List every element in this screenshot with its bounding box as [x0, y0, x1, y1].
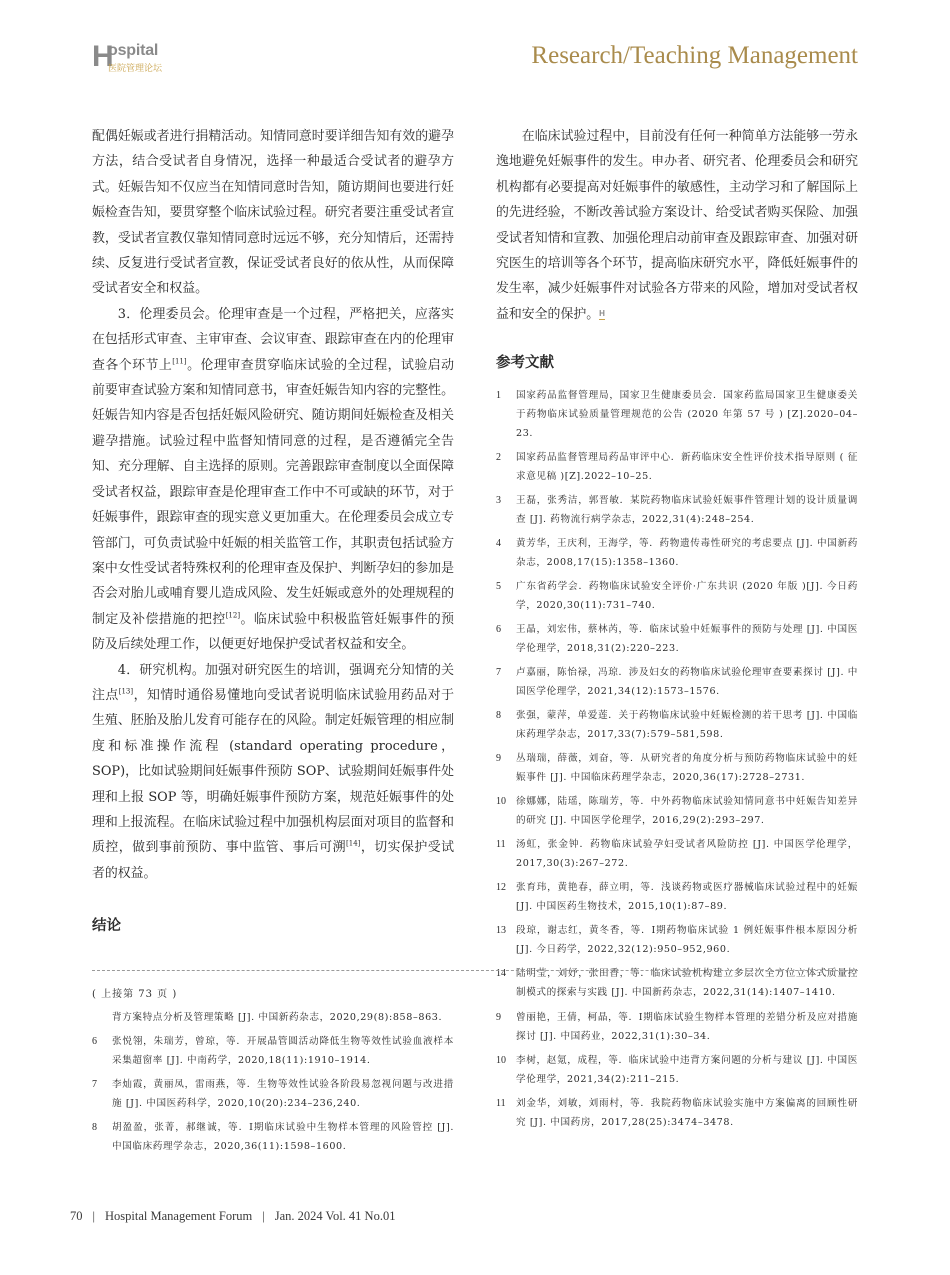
reference-number: 4	[496, 538, 501, 550]
reference-item	[496, 534, 858, 572]
reference-item	[496, 620, 858, 658]
reference-item	[496, 663, 858, 701]
reference-number: 6	[92, 1036, 97, 1047]
reference-number: 7	[92, 1079, 97, 1090]
reference-number: 6	[496, 624, 501, 636]
reference-item	[496, 1008, 858, 1046]
footer-separator: |	[92, 1209, 96, 1223]
body-paragraph: 配偶妊娠或者进行捐精活动。知情同意时要详细告知有效的避孕方法，结合受试者自身情况，选择一种最适合受试者的避孕方式。妊娠告知不仅应当在知情同意时告知，随访期间也要进行妊娠检查告知，要贯穿整个临床试验过程。研究者要注重受试者宣教，受试者宣教仅靠知情同意时远远不够，充分知情后，还需持续、反复进行受试者宣教，保证受试者良好的依从性，从而保障受试者安全和权益。	[92, 129, 454, 297]
body-paragraph: 3．伦理委员会。伦理审查是一个过程，严格把关，应落实在包括形式审查、主审审查、会议审查、跟踪审查在内的伦理审查各个环节上[11]。伦理审查贯穿临床试验的全过程，试验启动前要审查试验方案和知情同意书，审查妊娠告知内容的完整性。妊娠告知内容是否包括妊娠风险研究、随访期间妊娠检查及相关避孕措施。试验过程中监督知情同意的过程，是否遵循完全告知、充分理解、自主选择的原则。完善跟踪审查制度以全面保障受试者权益，跟踪审查是伦理审查工作中不可或缺的环节，对于妊娠事件，跟踪审查的现实意义更加重大。在伦理委员会成立专管部门，可负责试验中妊娠的相关监管工作，其职责包括试验方案中女性受试者特殊权利的伦理审查及保护、判断孕妇的参加是否会对胎儿或哺育婴儿造成风险、发生妊娠或意外的处理规程的制定及补偿措施的把控[12]。临床试验中积极监管妊娠事件的预防及后续处理工作，以便更好地保护受试者权益和安全。	[92, 306, 455, 653]
reference-item	[92, 1118, 454, 1156]
right-column	[496, 124, 858, 1007]
section-title: Research/Teaching Management	[531, 42, 858, 69]
reference-text: 张悦翎，朱瑞芳，曾琼，等．开展晶管圆活动降低生物等效性试验血液样本采集超窗率 [J]. 中南药学，2020,18(11):1910–1914.	[112, 1036, 454, 1066]
footer-separator: |	[262, 1209, 265, 1223]
reference-number: 10	[496, 796, 506, 808]
reference-text: 张育玮，黄艳春，薛立明，等．浅谈药物或医疗器械临床试验过程中的妊娠 [J]. 中国医药生物技术，2015,10(1):87–89.	[516, 882, 858, 913]
references-heading: 参考文献	[496, 355, 554, 372]
reference-item	[496, 706, 858, 744]
reference-item	[496, 878, 858, 916]
continued-refs-left	[92, 1008, 454, 1161]
conclusion-paragraph: 在临床试验过程中，目前没有任何一种简单方法能够一劳永逸地避免妊娠事件的发生。申办者、研究者、伦理委员会和研究机构都有必要提高对妊娠事件的敏感性，主动学习和了解国际上的先进经验，不断改善试验方案设计、给受试者购买保险、加强受试者知情和宣教、加强伦理启动前审查及跟踪审查、加强对研究医生的培训等各个环节，提高临床研究水平，降低妊娠事件的发生率，减少妊娠事件对试验各方带来的风险，增加对受试者权益和安全的保护。H	[496, 129, 858, 322]
reference-number: 14	[496, 968, 506, 980]
page-footer	[70, 1209, 395, 1224]
reference-text: 丛瑞瑞，薛薇，刘奋，等．从研究者的角度分析与预防药物临床试验中的妊娠事件 [J]. 中国临床药理学杂志，2020,36(17):2728–2731.	[516, 753, 858, 784]
reference-text: 徐娜娜，陆瑶，陈瑞芳，等．中外药物临床试验知情同意书中妊娠告知差异的研究 [J]. 中国医学伦理学，2016,29(2):293–297.	[516, 796, 858, 827]
logo-subtitle: 医院管理论坛	[108, 64, 163, 74]
reference-text: 广东省药学会．药物临床试验安全评价·广东共识 (2020 年版 )[J]. 今日药学，2020,30(11):731–740.	[516, 581, 858, 612]
issue-info: Jan. 2024 Vol. 41 No.01	[274, 1209, 396, 1223]
journal-logo	[92, 42, 172, 76]
reference-number: 9	[496, 1012, 501, 1023]
end-logo-icon: H	[599, 308, 605, 318]
reference-number: 11	[496, 839, 506, 851]
reference-number: 13	[496, 925, 506, 937]
reference-item	[496, 577, 858, 615]
reference-text: 李灿霞，黄丽凤，雷雨燕，等．生物等效性试验各阶段易忽视问题与改进措施 [J]. 中国医药科学，2020,10(20):234–236,240.	[112, 1079, 454, 1109]
reference-text: 王磊，张秀洁，郭晋敏．某院药物临床试验妊娠事件管理计划的设计质量调查 [J]. 药物流行病学杂志，2022,31(4):248–254.	[516, 495, 858, 526]
reference-item	[496, 792, 858, 830]
reference-number: 8	[92, 1122, 97, 1133]
reference-text: 背方案特点分析及管理策略 [J]. 中国新药杂志，2020,29(8):858–863.	[112, 1012, 443, 1023]
citation-marker[interactable]: [12]	[225, 611, 241, 620]
reference-item	[496, 1051, 858, 1089]
reference-number: 7	[496, 667, 501, 679]
reference-number: 10	[496, 1055, 506, 1066]
continued-refs-right	[496, 1008, 858, 1137]
reference-item	[496, 448, 858, 486]
conclusion-heading: 结论	[92, 918, 121, 934]
reference-text: 陆明莹，刘妤，张田香，等．临床试验机构建立多层次全方位立体式质量控制模式的探索与实践 [J]. 中国新药杂志，2022,31(14):1407–1410.	[516, 968, 858, 999]
reference-text: 卢嘉丽，陈怡禄，冯琼．涉及妇女的药物临床试验伦理审查要素探讨 [J]. 中国医学伦理学，2021,34(12):1573–1576.	[516, 667, 858, 698]
reference-text: 曾丽艳，王倩，柯晶，等．Ⅰ期临床试验生物样本管理的差错分析及应对措施探讨 [J]. 中国药业，2022,31(1):30–34.	[516, 1012, 858, 1042]
reference-text: 胡盈盈，张菁，郝继诚，等．Ⅰ期临床试验中生物样本管理的风险管控 [J]. 中国临床药理学杂志，2020,36(11):1598–1600.	[112, 1122, 454, 1152]
reference-item	[496, 1094, 858, 1132]
reference-list	[496, 386, 858, 1002]
page-number: 70	[70, 1209, 83, 1223]
reference-text: 黄芳华，王庆利，王海学，等．药物遗传毒性研究的考虑要点 [J]. 中国新药杂志，2008,17(15):1358–1360.	[516, 538, 858, 569]
reference-number: 2	[496, 452, 501, 464]
reference-item	[92, 1032, 454, 1070]
reference-item	[496, 921, 858, 959]
left-column	[92, 124, 454, 886]
reference-number: 1	[496, 390, 501, 402]
reference-text: 刘金华，刘敏，刘雨村，等．我院药物临床试验实施中方案偏离的回顾性研究 [J]. 中国药房，2017,28(25):3474–3478.	[516, 1098, 858, 1128]
citation-marker[interactable]: [11]	[172, 357, 187, 366]
logo-word: ospital	[108, 42, 159, 59]
reference-number	[92, 1008, 112, 1027]
body-paragraph: 4．研究机构。加强对研究医生的培训，强调充分知情的关注点[13]，知情时通俗易懂地向受试者说明临床试验用药品对于生殖、胚胎及胎儿发育可能存在的风险。制定妊娠管理的相应制度和标准操作流程 (standard operating procedure，SOP)，比如试验期间妊娠事件预防 SOP、试验期间妊娠事件处理和上报 SOP 等，明确妊娠事件预防方案，规范妊娠事件的处理和上报流程。在临床试验过程中加强机构层面对项目的监督和质控，做到事前预防、事中监管、事后可溯[14]，切实保护受试者的权益。	[92, 662, 455, 881]
reference-number: 9	[496, 753, 501, 765]
reference-item	[496, 749, 858, 787]
reference-text: 国家药品监督管理局，国家卫生健康委员会．国家药监局国家卫生健康委关于药物临床试验质量管理规范的公告 (2020 年第 57 号 ) [Z].2020–04–23.	[516, 390, 858, 440]
reference-item	[92, 1075, 454, 1113]
reference-text: 李树，赵氪，成程，等．临床试验中违背方案问题的分析与建议 [J]. 中国医学伦理学，2021,34(2):211–215.	[516, 1055, 858, 1085]
section-divider	[92, 970, 858, 971]
reference-text: 王晶，刘宏伟，蔡林芮，等．临床试验中妊娠事件的预防与处理 [J]. 中国医学伦理学，2018,31(2):220–223.	[516, 624, 858, 655]
journal-name: Hospital Management Forum	[105, 1209, 253, 1223]
reference-number: 11	[496, 1098, 506, 1109]
reference-item	[92, 1008, 454, 1027]
logo-initial: H	[92, 40, 114, 73]
citation-marker[interactable]: [13]	[118, 687, 134, 696]
continued-label: ( 上接第 73 页 )	[92, 989, 178, 1000]
reference-text: 汤虹，张金钟．药物临床试验孕妇受试者风险防控 [J]. 中国医学伦理学，2017,30(3):267–272.	[516, 839, 858, 870]
reference-text: 段琼，谢志红，黄冬香，等．Ⅰ期药物临床试验 1 例妊娠事件根本原因分析 [J]. 今日药学，2022,32(12):950–952,960.	[516, 925, 858, 956]
reference-item	[496, 491, 858, 529]
reference-number: 8	[496, 710, 501, 722]
reference-text: 张强，蒙萍，单爱莲．关于药物临床试验中妊娠检测的若干思考 [J]. 中国临床药理学杂志，2017,33(7):579–581,598.	[516, 710, 858, 741]
reference-item	[496, 835, 858, 873]
reference-number: 12	[496, 882, 506, 894]
reference-number: 5	[496, 581, 501, 593]
reference-item	[496, 386, 858, 443]
citation-marker[interactable]: [14]	[346, 840, 361, 849]
reference-text: 国家药品监督管理局药品审评中心．新药临床安全性评价技术指导原则 ( 征求意见稿 )[Z].2022–10–25.	[516, 452, 858, 483]
reference-number: 3	[496, 495, 501, 507]
